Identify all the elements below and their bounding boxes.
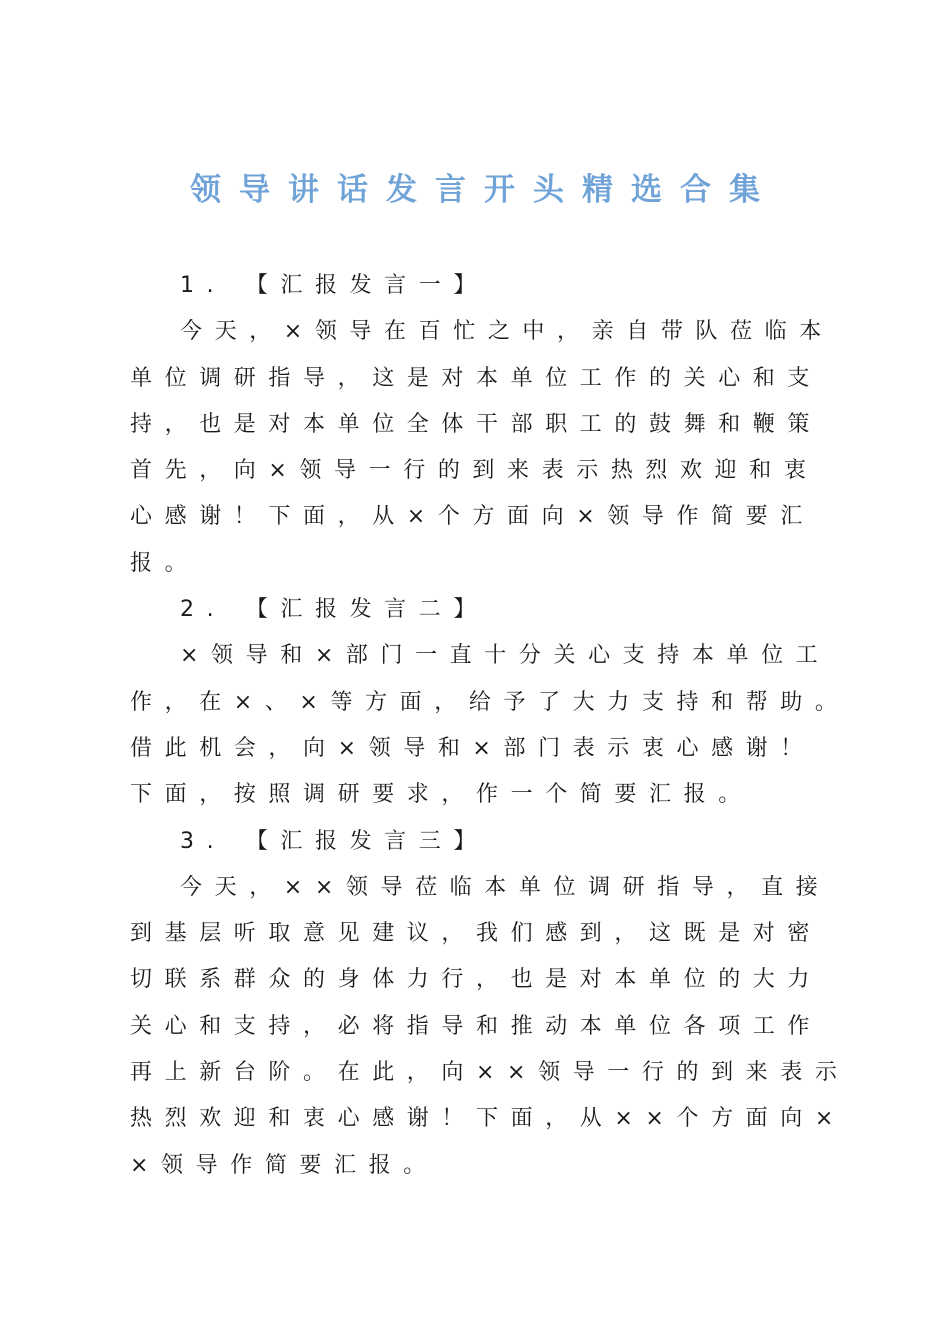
paragraph-line: 借此机会，向×领导和×部门表示衷心感谢！	[130, 735, 815, 761]
paragraph-line: 切联系群众的身体力行，也是对本单位的大力	[130, 967, 823, 993]
paragraph-line: 作，在×、×等方面，给予了大力支持和帮助。	[130, 689, 850, 715]
paragraph-line: 到基层听取意见建议，我们感到，这既是对密	[130, 921, 823, 947]
paragraph-line: ×领导作简要汇报。	[130, 1152, 438, 1178]
paragraph-line: 热烈欢迎和衷心感谢！下面，从××个方面向×	[130, 1106, 846, 1132]
paragraph-line: 心感谢！下面，从×个方面向×领导作简要汇	[130, 504, 815, 530]
paragraph-line: 再上新台阶。在此，向××领导一行的到来表示	[130, 1060, 850, 1086]
paragraph-line: 下面，按照调研要求，作一个简要汇报。	[130, 782, 753, 808]
paragraph-line: 关心和支持，必将指导和推动本单位各项工作	[130, 1013, 823, 1039]
paragraph-line: 持，也是对本单位全体干部职工的鼓舞和鞭策	[130, 411, 823, 437]
paragraph-line: 今天，×领导在百忙之中，亲自带队莅临本	[180, 319, 834, 345]
paragraph-line: 报。	[130, 550, 200, 576]
section-heading: 1. 【汇报发言一】	[180, 273, 488, 298]
paragraph-line: ×领导和×部门一直十分关心支持本单位工	[180, 643, 831, 669]
paragraph-line: 首先，向×领导一行的到来表示热烈欢迎和衷	[130, 458, 819, 484]
document-title: 领导讲话发言开头精选合集	[190, 172, 778, 208]
paragraph-line: 单位调研指导，这是对本单位工作的关心和支	[130, 365, 823, 391]
paragraph-line: 今天，××领导莅临本单位调研指导，直接	[180, 874, 831, 900]
section-heading: 3. 【汇报发言三】	[180, 828, 488, 854]
section-heading: 2. 【汇报发言二】	[180, 597, 488, 623]
document-body	[130, 263, 850, 1189]
